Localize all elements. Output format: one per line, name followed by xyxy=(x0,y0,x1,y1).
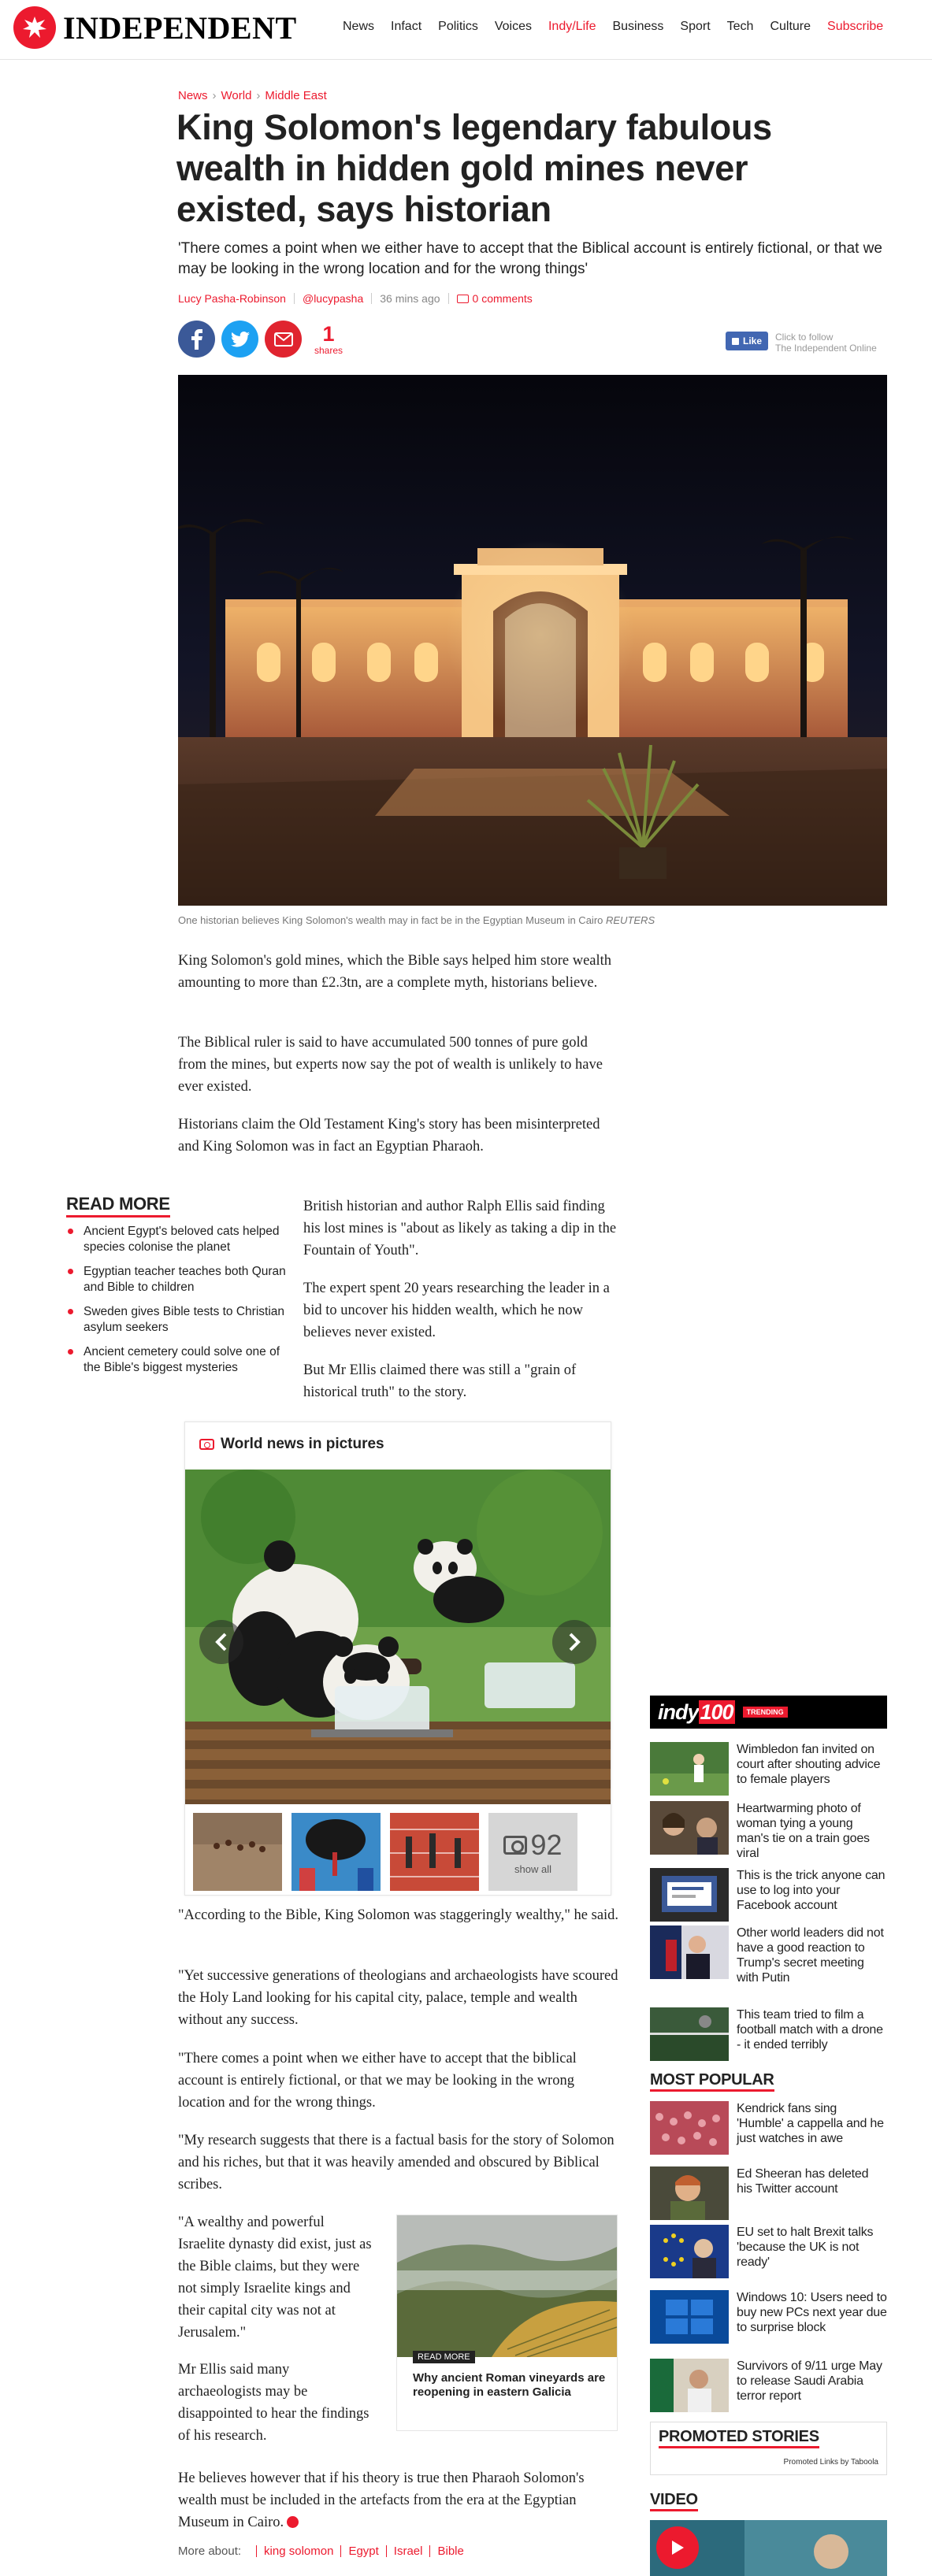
tag-separator xyxy=(429,2545,430,2557)
email-icon xyxy=(274,332,293,347)
share-count xyxy=(314,323,343,356)
breadcrumb-middle-east[interactable]: Middle East xyxy=(265,89,327,102)
indy100-headline: Other world leaders did not have a good reaction to Trump's secret meeting with Putin xyxy=(737,1926,884,1985)
body-paragraph: Mr Ellis said many archaeologists may be disappointed to hear the findings of his research. xyxy=(178,2362,369,2444)
play-button[interactable] xyxy=(656,2526,699,2569)
video-section-title: VIDEO xyxy=(650,2491,698,2511)
caption-credit: REUTERS xyxy=(606,914,655,926)
byline-divider xyxy=(448,293,449,304)
subscribe-link[interactable]: Subscribe xyxy=(827,20,884,33)
nav-item-business[interactable]: Business xyxy=(612,20,664,33)
share-count-label: shares xyxy=(314,344,343,356)
more-about-label: More about: xyxy=(178,2544,242,2558)
vineyard-photo xyxy=(397,2215,617,2357)
play-icon xyxy=(670,2539,685,2556)
read-more-title: READ MORE xyxy=(66,1194,170,1218)
popular-thumbnail xyxy=(650,2290,729,2344)
body-paragraph: King Solomon's gold mines, which the Bible says helped him store wealth amounting to more than £2.3tn, are a complete myth, historians believe. xyxy=(178,953,612,991)
popular-thumbnail xyxy=(650,2359,729,2412)
body-paragraph: The Biblical ruler is said to have accumulated 500 tonnes of pure gold from the mines, but experts now say the pot of wealth is unlikely to have ever existed. xyxy=(178,1035,603,1095)
comments-count: 0 comments xyxy=(472,292,533,305)
gallery-next-button[interactable] xyxy=(552,1620,596,1664)
tag-separator xyxy=(256,2545,257,2557)
gallery-title xyxy=(199,1436,384,1453)
byline-divider xyxy=(371,293,372,304)
body-paragraph: "According to the Bible, King Solomon was staggeringly wealthy," he said. xyxy=(178,1907,619,1923)
popular-headline: Windows 10: Users need to buy new PCs next year due to surprise block xyxy=(737,2291,887,2334)
tag-link[interactable]: Egypt xyxy=(348,2544,379,2558)
facebook-like-button[interactable] xyxy=(726,332,768,350)
promoted-stories-box xyxy=(650,2422,887,2475)
author-link[interactable]: Lucy Pasha-Robinson xyxy=(178,292,286,305)
popular-item[interactable] xyxy=(650,2166,887,2220)
gallery-thumbnail[interactable] xyxy=(390,1813,479,1891)
popular-item[interactable] xyxy=(650,2359,887,2412)
related-title: Why ancient Roman vineyards are reopening in eastern Galicia xyxy=(413,2371,606,2399)
read-more-link[interactable]: Egyptian teacher teaches both Quran and Bible to children xyxy=(66,1264,295,1295)
read-more-link[interactable]: Ancient cemetery could solve one of the Bible's biggest mysteries xyxy=(66,1344,295,1376)
read-more-link[interactable]: Sweden gives Bible tests to Christian asylum seekers xyxy=(66,1304,295,1336)
indy100-item[interactable] xyxy=(650,1926,887,1985)
chevron-left-icon xyxy=(214,1633,228,1651)
indy100-item[interactable] xyxy=(650,2007,887,2061)
indy100-header[interactable] xyxy=(650,1696,887,1729)
breadcrumb-separator: › xyxy=(212,89,217,102)
nav-item-politics[interactable]: Politics xyxy=(438,20,478,33)
gallery-prev-button[interactable] xyxy=(199,1620,243,1664)
publish-time: 36 mins ago xyxy=(380,292,440,305)
popular-item[interactable] xyxy=(650,2225,887,2278)
caption-text: One historian believes King Solomon's wealth may in fact be in the Egyptian Museum in Cairo xyxy=(178,914,603,926)
camera-icon xyxy=(199,1439,214,1450)
gallery-count: 92 xyxy=(530,1829,563,1861)
body-paragraph-final xyxy=(178,2467,619,2533)
author-twitter-handle[interactable]: @lucypasha xyxy=(302,292,364,305)
gallery-thumbnails xyxy=(193,1813,577,1891)
promoted-stories-title: PROMOTED STORIES xyxy=(659,2428,819,2448)
world-news-gallery xyxy=(184,1421,611,1896)
article-end-marker-icon xyxy=(287,2516,299,2528)
nav-item-news[interactable]: News xyxy=(343,20,375,33)
nav-item-indy-life[interactable]: Indy/Life xyxy=(548,20,596,33)
share-count-number: 1 xyxy=(322,321,335,346)
read-more-box xyxy=(66,1194,295,1384)
indy100-headline: This team tried to film a football match with a drone - it ended terribly xyxy=(737,2008,883,2052)
share-bar xyxy=(178,321,343,358)
tag-separator xyxy=(386,2545,387,2557)
byline-divider xyxy=(294,293,295,304)
logo-wordmark: INDEPENDENT xyxy=(63,9,297,46)
indy100-item[interactable] xyxy=(650,1742,887,1796)
thumbs-up-icon xyxy=(732,338,739,345)
breadcrumb-world[interactable]: World xyxy=(221,89,252,102)
twitter-icon xyxy=(231,332,250,347)
hero-caption xyxy=(178,914,655,926)
indy100-headline: This is the trick anyone can use to log into your Facebook account xyxy=(737,1869,886,1912)
body-paragraph: British historian and author Ralph Ellis said finding his lost mines is "about as likely as taking a dip in the Fountain of Youth". xyxy=(303,1199,617,1258)
hero-image xyxy=(178,375,887,906)
eagle-logo-icon xyxy=(13,6,56,49)
breadcrumb-news[interactable]: News xyxy=(178,89,208,102)
gallery-show-all-button[interactable] xyxy=(488,1813,577,1891)
body-paragraph: But Mr Ellis claimed there was still a "grain of historical truth" to the story. xyxy=(303,1362,577,1400)
indy100-item[interactable] xyxy=(650,1801,887,1861)
follow-line-2: The Independent Online xyxy=(775,343,877,354)
body-paragraph: "A wealthy and powerful Israelite dynasty did exist, just as the Bible claims, but they were not simply Israelite kings and their capital city was not at Jerusalem." xyxy=(178,2215,372,2341)
popular-headline: EU set to halt Brexit talks 'because the UK is not ready' xyxy=(737,2226,874,2269)
related-image xyxy=(397,2215,617,2357)
indy100-thumbnail xyxy=(650,2007,729,2061)
tag-link[interactable]: Israel xyxy=(393,2544,423,2558)
popular-item[interactable] xyxy=(650,2101,887,2155)
facebook-share-button[interactable] xyxy=(178,321,215,358)
article-headline: King Solomon's legendary fabulous wealth in hidden gold mines never existed, says historian xyxy=(176,107,772,229)
inline-related-article[interactable] xyxy=(396,2215,618,2431)
gallery-thumbnail[interactable] xyxy=(193,1813,282,1891)
body-paragraph: The expert spent 20 years researching the leader in a bid to uncover his hidden wealth, which he now believes never existed. xyxy=(303,1281,610,1340)
body-paragraph: Historians claim the Old Testament King's story has been misinterpreted and King Solomon was in fact an Egyptian Pharaoh. xyxy=(178,1117,600,1155)
body-paragraph: "Yet successive generations of theologians and archaeologists have scoured the Holy Land looking for his capital city, palace, temple and wealth without any success. xyxy=(178,1968,618,2028)
follow-line-1: Click to follow xyxy=(775,332,834,343)
main-nav xyxy=(343,17,883,36)
camera-icon xyxy=(503,1836,527,1855)
popular-headline: Ed Sheeran has deleted his Twitter account xyxy=(737,2167,869,2196)
chevron-right-icon xyxy=(567,1633,581,1651)
nav-item-infact[interactable]: Infact xyxy=(391,20,422,33)
popular-thumbnail xyxy=(650,2225,729,2278)
byline xyxy=(178,292,533,305)
indy100-item[interactable] xyxy=(650,1868,887,1922)
follow-text xyxy=(775,332,877,354)
tag-separator xyxy=(340,2545,341,2557)
video-player[interactable] xyxy=(650,2520,887,2576)
read-more-link[interactable]: Ancient Egypt's beloved cats helped species colonise the planet xyxy=(66,1224,295,1255)
pandas-photo xyxy=(185,1470,611,1804)
gallery-main-image[interactable] xyxy=(185,1470,611,1804)
indy100-thumbnail xyxy=(650,1742,729,1796)
egyptian-museum-photo xyxy=(178,375,887,906)
tag-link[interactable]: king solomon xyxy=(264,2544,334,2558)
facebook-like-widget xyxy=(726,332,877,354)
email-share-button[interactable] xyxy=(265,321,302,358)
body-paragraph: "My research suggests that there is a factual basis for the story of Solomon and his riches, but that it was heavily amended and obscured by Biblical scribes. xyxy=(178,2133,615,2192)
indy100-logo: indy100 xyxy=(658,1699,733,1724)
facebook-icon xyxy=(190,329,204,350)
taboola-attribution[interactable]: Promoted Links by Taboola xyxy=(783,2458,878,2467)
related-badge: READ MORE xyxy=(413,2351,475,2363)
popular-item[interactable] xyxy=(650,2290,887,2344)
show-all-label: show all xyxy=(514,1863,551,1875)
indy100-headline: Heartwarming photo of woman tying a young man's tie on a train goes viral xyxy=(737,1802,870,1860)
body-paragraph: "There comes a point when we either have to accept that the biblical account is entirely fictional, or that we may be looking in the wrong location and for the wrong things. xyxy=(178,2051,577,2111)
indy100-headline: Wimbledon fan invited on court after shouting advice to female players xyxy=(737,1743,881,1786)
popular-thumbnail xyxy=(650,2101,729,2155)
popular-thumbnail xyxy=(650,2166,729,2220)
site-header xyxy=(0,0,932,60)
gallery-thumbnail[interactable] xyxy=(291,1813,381,1891)
indy100-thumbnail xyxy=(650,1926,729,1979)
nav-item-tech[interactable]: Tech xyxy=(726,20,754,33)
popular-headline: Survivors of 9/11 urge May to release Saudi Arabia terror report xyxy=(737,2359,882,2403)
like-label: Like xyxy=(743,335,763,347)
nav-item-culture[interactable]: Culture xyxy=(770,20,811,33)
nav-item-voices[interactable]: Voices xyxy=(494,20,532,33)
indy100-thumbnail xyxy=(650,1801,729,1855)
gallery-title-text: World news in pictures xyxy=(221,1436,384,1452)
most-popular-title: MOST POPULAR xyxy=(650,2071,774,2092)
comments-link[interactable] xyxy=(457,292,533,305)
site-logo[interactable] xyxy=(13,6,297,49)
tag-link[interactable]: Bible xyxy=(437,2544,464,2558)
more-about-tags xyxy=(178,2544,464,2558)
breadcrumb xyxy=(178,89,327,102)
twitter-share-button[interactable] xyxy=(221,321,258,358)
final-paragraph-text: He believes however that if his theory is true then Pharaoh Solomon's wealth must be included in the artefacts from the era at the Egyptian Museum in Cairo. xyxy=(178,2470,585,2530)
breadcrumb-separator: › xyxy=(256,89,261,102)
popular-headline: Kendrick fans sing 'Humble' a cappella and he just watches in awe xyxy=(737,2102,884,2145)
nav-item-sport[interactable]: Sport xyxy=(680,20,711,33)
indy100-thumbnail xyxy=(650,1868,729,1922)
comment-icon xyxy=(457,295,469,303)
trending-badge: TRENDING xyxy=(743,1707,788,1718)
article-standfirst: 'There comes a point when we either have to accept that the Biblical account is entirely fictional, or that we may be looking in the wrong location and for the wrong things' xyxy=(178,240,882,277)
